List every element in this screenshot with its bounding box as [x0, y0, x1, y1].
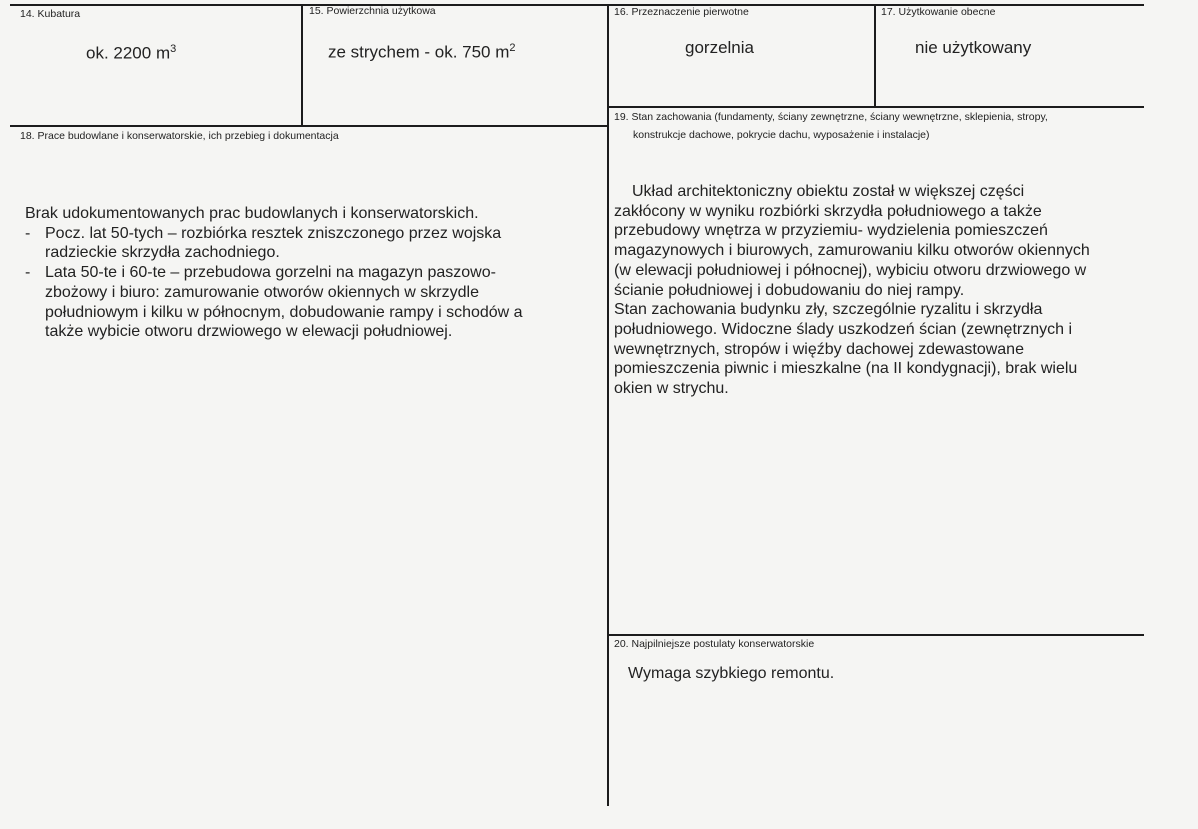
prace-item-line: zbożowy i biuro: zamurowanie otworów okiennych w skrzydle	[45, 283, 479, 301]
postulaty-text: Wymaga szybkiego remontu.	[628, 665, 835, 682]
field-17-label: 17. Użytkowanie obecne	[881, 6, 996, 18]
divider-19-20	[607, 634, 1144, 636]
stan-line: wewnętrznych, stropów i więźby dachowej zdewastowane	[614, 340, 1024, 358]
prace-item-line: Pocz. lat 50-tych – rozbiórka resztek zniszczonego przez wojska	[45, 224, 502, 242]
stan-line: zakłócony w wyniku rozbiórki skrzydła południowego a także	[614, 202, 1042, 220]
kubatura-value	[86, 39, 176, 64]
stan-line: (w elewacji południowej i północnej), wybiciu otworu drzwiowego w	[614, 261, 1087, 279]
kubatura-text: ok. 2200 m	[86, 43, 171, 63]
prace-item-line: południowym i kilku w północnym, dobudowanie rampy i schodów a	[45, 303, 523, 321]
field-20-label: 20. Najpilniejsze postulaty konserwatorskie	[614, 638, 815, 650]
field-16-label: 16. Przeznaczenie pierwotne	[614, 6, 749, 18]
prace-item	[25, 263, 595, 342]
powierzchnia-text: ze strychem - ok. 750 m	[328, 42, 510, 62]
row-divider-left	[10, 125, 609, 127]
powierzchnia-value	[328, 38, 516, 63]
prace-item-line: Lata 50-te i 60-te – przebudowa gorzelni na magazyn paszowo-	[45, 264, 496, 282]
prace-item-line: radzieckie skrzydła zachodniego.	[45, 244, 280, 262]
stan-line: okien w strychu.	[614, 380, 729, 398]
stan-line: przebudowy wnętrza w przyziemiu- wydzielenia pomieszczeń	[614, 222, 1048, 240]
stan-section	[614, 182, 1139, 399]
divider-14-15	[301, 4, 303, 127]
powierzchnia-unit-exponent: 2	[509, 42, 516, 54]
bullet-dash: -	[25, 264, 31, 282]
przeznaczenie-value: gorzelnia	[685, 38, 754, 57]
stan-line: magazynowych i biurowych, zamurowaniu kilku otworów okiennych	[614, 242, 1090, 260]
row-divider-right	[607, 106, 1144, 108]
bullet-dash: -	[25, 224, 31, 242]
field-14-label: 14. Kubatura	[20, 8, 81, 20]
stan-line: pomieszczenia piwnic i mieszkalne (na II kondygnacji), brak wielu	[614, 360, 1078, 378]
center-divider	[607, 4, 609, 806]
field-19-label-line2: konstrukcje dachowe, pokrycie dachu, wyposażenie i instalacje)	[633, 129, 930, 141]
field-19-label-line1: 19. Stan zachowania (fundamenty, ściany zewnętrzne, ściany wewnętrzne, sklepienia, stropy,	[614, 111, 1048, 123]
prace-section	[25, 204, 595, 342]
prace-item-line: także wybicie otworu drzwiowego w elewacji południowej.	[45, 323, 453, 341]
stan-line: Stan zachowania budynku zły, szczególnie ryzalitu i skrzydła	[614, 301, 1043, 319]
prace-item	[25, 224, 595, 263]
kubatura-unit-exponent: 3	[170, 43, 177, 55]
stan-line: południowego. Widoczne ślady uszkodzeń ścian (zewnętrznych i	[614, 320, 1073, 338]
prace-intro: Brak udokumentowanych prac budowlanych i konserwatorskich.	[25, 205, 479, 222]
uzytkowanie-value: nie użytkowany	[915, 38, 1032, 57]
stan-line: Układ architektoniczny obiektu został w większej części	[632, 183, 1025, 200]
divider-16-17	[874, 4, 876, 108]
stan-line: ścianie południowej i dobudowaniu do niej rampy.	[614, 281, 965, 299]
field-15-label: 15. Powierzchnia użytkowa	[309, 5, 436, 17]
field-18-label: 18. Prace budowlane i konserwatorskie, ich przebieg i dokumentacja	[20, 130, 339, 142]
